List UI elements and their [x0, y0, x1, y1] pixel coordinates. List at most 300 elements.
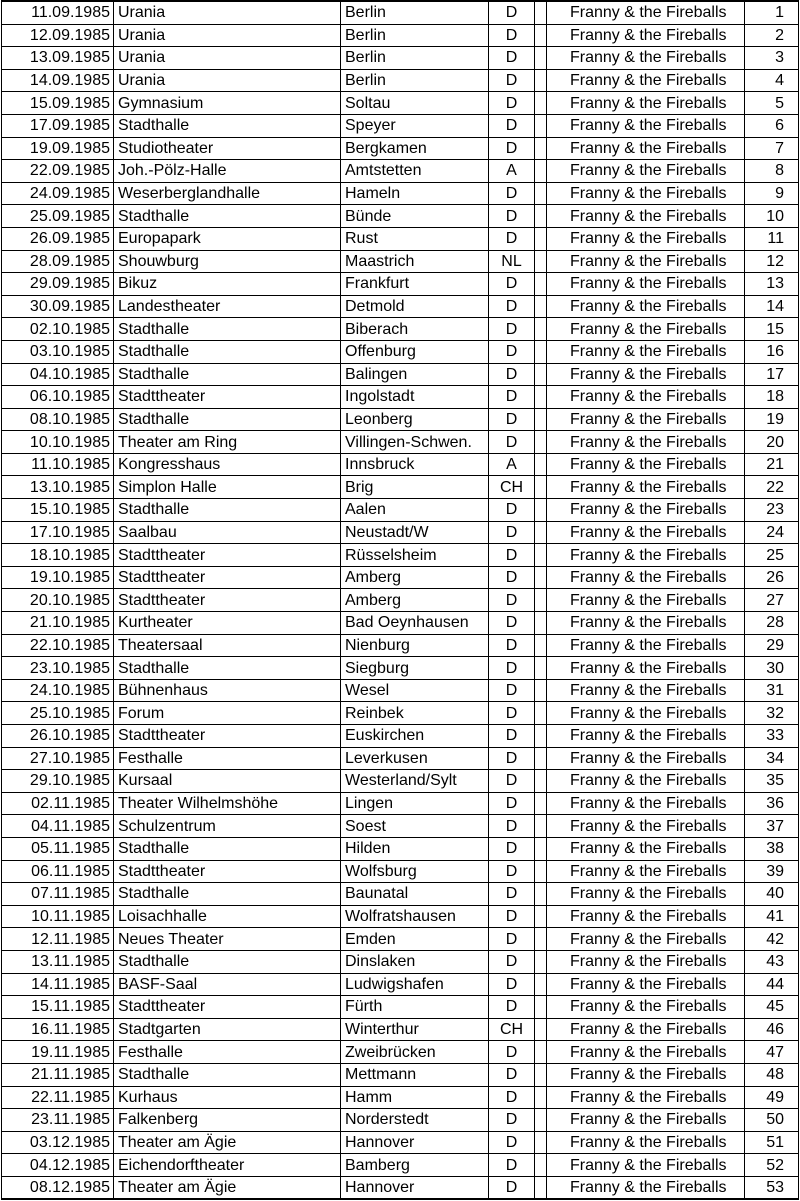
artist-cell: Franny & the Fireballs: [547, 837, 745, 860]
table-row: [2, 792, 799, 815]
city-cell: Rüsselsheim: [341, 544, 489, 567]
blank-cell: [535, 386, 547, 409]
city-cell: Emden: [341, 928, 489, 951]
table-row: [2, 1154, 799, 1177]
venue-cell: Stadttheater: [114, 860, 341, 883]
country-cell: D: [489, 770, 535, 793]
blank-cell: [535, 227, 547, 250]
number-cell: 45: [745, 996, 799, 1019]
blank-cell: [535, 182, 547, 205]
table-row: [2, 182, 799, 205]
city-cell: Neustadt/W: [341, 521, 489, 544]
date-cell: 29.09.1985: [2, 273, 114, 296]
venue-cell: Joh.-Pölz-Halle: [114, 160, 341, 183]
blank-cell: [535, 340, 547, 363]
table-row: [2, 137, 799, 160]
concert-rows: [2, 1, 799, 1199]
venue-cell: Forum: [114, 702, 341, 725]
table-row: [2, 702, 799, 725]
date-cell: 22.10.1985: [2, 634, 114, 657]
table-row: [2, 1018, 799, 1041]
artist-cell: Franny & the Fireballs: [547, 792, 745, 815]
date-cell: 13.10.1985: [2, 476, 114, 499]
blank-cell: [535, 837, 547, 860]
city-cell: Dinslaken: [341, 950, 489, 973]
city-cell: Bamberg: [341, 1154, 489, 1177]
venue-cell: Eichendorftheater: [114, 1154, 341, 1177]
country-cell: D: [489, 499, 535, 522]
country-cell: D: [489, 47, 535, 70]
artist-cell: Franny & the Fireballs: [547, 1109, 745, 1132]
date-cell: 08.10.1985: [2, 408, 114, 431]
artist-cell: Franny & the Fireballs: [547, 657, 745, 680]
number-cell: 42: [745, 928, 799, 951]
venue-cell: Stadthalle: [114, 950, 341, 973]
date-cell: 25.10.1985: [2, 702, 114, 725]
table-row: [2, 205, 799, 228]
venue-cell: Stadthalle: [114, 1063, 341, 1086]
city-cell: Berlin: [341, 1, 489, 24]
number-cell: 36: [745, 792, 799, 815]
blank-cell: [535, 318, 547, 341]
artist-cell: Franny & the Fireballs: [547, 137, 745, 160]
blank-cell: [535, 702, 547, 725]
city-cell: Leonberg: [341, 408, 489, 431]
date-cell: 10.10.1985: [2, 431, 114, 454]
table-row: [2, 883, 799, 906]
artist-cell: Franny & the Fireballs: [547, 340, 745, 363]
number-cell: 13: [745, 273, 799, 296]
city-cell: Euskirchen: [341, 725, 489, 748]
blank-cell: [535, 792, 547, 815]
table-row: [2, 1086, 799, 1109]
artist-cell: Franny & the Fireballs: [547, 702, 745, 725]
table-row: [2, 431, 799, 454]
blank-cell: [535, 589, 547, 612]
number-cell: 38: [745, 837, 799, 860]
artist-cell: Franny & the Fireballs: [547, 544, 745, 567]
artist-cell: Franny & the Fireballs: [547, 1041, 745, 1064]
number-cell: 34: [745, 747, 799, 770]
venue-cell: Kurhaus: [114, 1086, 341, 1109]
number-cell: 32: [745, 702, 799, 725]
blank-cell: [535, 679, 547, 702]
country-cell: D: [489, 747, 535, 770]
table-row: [2, 160, 799, 183]
blank-cell: [535, 996, 547, 1019]
number-cell: 20: [745, 431, 799, 454]
venue-cell: Stadthalle: [114, 205, 341, 228]
country-cell: D: [489, 905, 535, 928]
city-cell: Westerland/Sylt: [341, 770, 489, 793]
artist-cell: Franny & the Fireballs: [547, 747, 745, 770]
artist-cell: Franny & the Fireballs: [547, 634, 745, 657]
country-cell: D: [489, 363, 535, 386]
date-cell: 06.11.1985: [2, 860, 114, 883]
blank-cell: [535, 1063, 547, 1086]
venue-cell: Stadtgarten: [114, 1018, 341, 1041]
country-cell: D: [489, 544, 535, 567]
blank-cell: [535, 1041, 547, 1064]
city-cell: Nienburg: [341, 634, 489, 657]
blank-cell: [535, 815, 547, 838]
artist-cell: Franny & the Fireballs: [547, 612, 745, 635]
artist-cell: Franny & the Fireballs: [547, 928, 745, 951]
country-cell: D: [489, 792, 535, 815]
blank-cell: [535, 566, 547, 589]
city-cell: Mettmann: [341, 1063, 489, 1086]
date-cell: 20.10.1985: [2, 589, 114, 612]
venue-cell: Urania: [114, 69, 341, 92]
venue-cell: Stadthalle: [114, 363, 341, 386]
venue-cell: Kurtheater: [114, 612, 341, 635]
artist-cell: Franny & the Fireballs: [547, 273, 745, 296]
venue-cell: Simplon Halle: [114, 476, 341, 499]
table-row: [2, 996, 799, 1019]
number-cell: 7: [745, 137, 799, 160]
venue-cell: Bikuz: [114, 273, 341, 296]
country-cell: CH: [489, 1018, 535, 1041]
table-row: [2, 770, 799, 793]
date-cell: 19.11.1985: [2, 1041, 114, 1064]
blank-cell: [535, 1, 547, 24]
artist-cell: Franny & the Fireballs: [547, 1131, 745, 1154]
blank-cell: [535, 657, 547, 680]
blank-cell: [535, 431, 547, 454]
city-cell: Aalen: [341, 499, 489, 522]
table-row: [2, 1063, 799, 1086]
number-cell: 40: [745, 883, 799, 906]
number-cell: 53: [745, 1176, 799, 1199]
date-cell: 06.10.1985: [2, 386, 114, 409]
city-cell: Baunatal: [341, 883, 489, 906]
city-cell: Amberg: [341, 589, 489, 612]
number-cell: 44: [745, 973, 799, 996]
city-cell: Innsbruck: [341, 453, 489, 476]
venue-cell: Theater am Ägie: [114, 1176, 341, 1199]
city-cell: Hamm: [341, 1086, 489, 1109]
date-cell: 17.09.1985: [2, 114, 114, 137]
city-cell: Biberach: [341, 318, 489, 341]
number-cell: 48: [745, 1063, 799, 1086]
country-cell: D: [489, 295, 535, 318]
number-cell: 21: [745, 453, 799, 476]
blank-cell: [535, 295, 547, 318]
blank-cell: [535, 1018, 547, 1041]
city-cell: Balingen: [341, 363, 489, 386]
blank-cell: [535, 1176, 547, 1199]
country-cell: D: [489, 1063, 535, 1086]
venue-cell: Gymnasium: [114, 92, 341, 115]
country-cell: CH: [489, 476, 535, 499]
city-cell: Amtstetten: [341, 160, 489, 183]
city-cell: Hannover: [341, 1131, 489, 1154]
table-row: [2, 69, 799, 92]
venue-cell: Stadttheater: [114, 996, 341, 1019]
city-cell: Berlin: [341, 47, 489, 70]
date-cell: 04.10.1985: [2, 363, 114, 386]
country-cell: D: [489, 1, 535, 24]
number-cell: 2: [745, 24, 799, 47]
city-cell: Hilden: [341, 837, 489, 860]
date-cell: 29.10.1985: [2, 770, 114, 793]
blank-cell: [535, 114, 547, 137]
number-cell: 26: [745, 566, 799, 589]
city-cell: Brig: [341, 476, 489, 499]
city-cell: Berlin: [341, 69, 489, 92]
venue-cell: Stadthalle: [114, 657, 341, 680]
blank-cell: [535, 950, 547, 973]
number-cell: 24: [745, 521, 799, 544]
number-cell: 19: [745, 408, 799, 431]
blank-cell: [535, 928, 547, 951]
city-cell: Zweibrücken: [341, 1041, 489, 1064]
date-cell: 19.10.1985: [2, 566, 114, 589]
table-row: [2, 837, 799, 860]
venue-cell: Schulzentrum: [114, 815, 341, 838]
date-cell: 23.10.1985: [2, 657, 114, 680]
date-cell: 21.11.1985: [2, 1063, 114, 1086]
date-cell: 10.11.1985: [2, 905, 114, 928]
artist-cell: Franny & the Fireballs: [547, 431, 745, 454]
venue-cell: Bühnenhaus: [114, 679, 341, 702]
table-row: [2, 386, 799, 409]
table-row: [2, 566, 799, 589]
number-cell: 1: [745, 1, 799, 24]
city-cell: Bünde: [341, 205, 489, 228]
city-cell: Frankfurt: [341, 273, 489, 296]
country-cell: D: [489, 318, 535, 341]
date-cell: 07.11.1985: [2, 883, 114, 906]
country-cell: D: [489, 92, 535, 115]
number-cell: 11: [745, 227, 799, 250]
country-cell: D: [489, 1154, 535, 1177]
city-cell: Ludwigshafen: [341, 973, 489, 996]
date-cell: 12.11.1985: [2, 928, 114, 951]
country-cell: A: [489, 160, 535, 183]
country-cell: D: [489, 1131, 535, 1154]
blank-cell: [535, 408, 547, 431]
country-cell: D: [489, 69, 535, 92]
country-cell: D: [489, 702, 535, 725]
city-cell: Detmold: [341, 295, 489, 318]
table-row: [2, 973, 799, 996]
country-cell: D: [489, 589, 535, 612]
blank-cell: [535, 1086, 547, 1109]
artist-cell: Franny & the Fireballs: [547, 408, 745, 431]
date-cell: 03.10.1985: [2, 340, 114, 363]
city-cell: Berlin: [341, 24, 489, 47]
table-row: [2, 363, 799, 386]
artist-cell: Franny & the Fireballs: [547, 24, 745, 47]
number-cell: 9: [745, 182, 799, 205]
blank-cell: [535, 905, 547, 928]
city-cell: Leverkusen: [341, 747, 489, 770]
venue-cell: Theater am Ring: [114, 431, 341, 454]
date-cell: 26.10.1985: [2, 725, 114, 748]
blank-cell: [535, 973, 547, 996]
table-row: [2, 657, 799, 680]
number-cell: 49: [745, 1086, 799, 1109]
number-cell: 30: [745, 657, 799, 680]
date-cell: 19.09.1985: [2, 137, 114, 160]
blank-cell: [535, 47, 547, 70]
country-cell: D: [489, 657, 535, 680]
city-cell: Soest: [341, 815, 489, 838]
venue-cell: Neues Theater: [114, 928, 341, 951]
artist-cell: Franny & the Fireballs: [547, 973, 745, 996]
country-cell: D: [489, 521, 535, 544]
number-cell: 17: [745, 363, 799, 386]
artist-cell: Franny & the Fireballs: [547, 566, 745, 589]
venue-cell: BASF-Saal: [114, 973, 341, 996]
number-cell: 12: [745, 250, 799, 273]
blank-cell: [535, 612, 547, 635]
number-cell: 52: [745, 1154, 799, 1177]
country-cell: D: [489, 273, 535, 296]
country-cell: D: [489, 679, 535, 702]
country-cell: D: [489, 431, 535, 454]
date-cell: 24.09.1985: [2, 182, 114, 205]
venue-cell: Stadttheater: [114, 725, 341, 748]
city-cell: Lingen: [341, 792, 489, 815]
venue-cell: Theatersaal: [114, 634, 341, 657]
country-cell: D: [489, 1086, 535, 1109]
artist-cell: Franny & the Fireballs: [547, 69, 745, 92]
number-cell: 41: [745, 905, 799, 928]
venue-cell: Theater Wilhelmshöhe: [114, 792, 341, 815]
table-row: [2, 679, 799, 702]
number-cell: 35: [745, 770, 799, 793]
venue-cell: Stadthalle: [114, 408, 341, 431]
blank-cell: [535, 1131, 547, 1154]
blank-cell: [535, 160, 547, 183]
blank-cell: [535, 634, 547, 657]
date-cell: 11.10.1985: [2, 453, 114, 476]
venue-cell: Loisachhalle: [114, 905, 341, 928]
table-row: [2, 1131, 799, 1154]
date-cell: 27.10.1985: [2, 747, 114, 770]
country-cell: D: [489, 227, 535, 250]
table-row: [2, 499, 799, 522]
table-row: [2, 476, 799, 499]
venue-cell: Studiotheater: [114, 137, 341, 160]
date-cell: 13.11.1985: [2, 950, 114, 973]
artist-cell: Franny & the Fireballs: [547, 386, 745, 409]
blank-cell: [535, 92, 547, 115]
country-cell: D: [489, 1041, 535, 1064]
number-cell: 31: [745, 679, 799, 702]
city-cell: Hameln: [341, 182, 489, 205]
venue-cell: Festhalle: [114, 1041, 341, 1064]
country-cell: D: [489, 114, 535, 137]
artist-cell: Franny & the Fireballs: [547, 499, 745, 522]
venue-cell: Shouwburg: [114, 250, 341, 273]
city-cell: Soltau: [341, 92, 489, 115]
artist-cell: Franny & the Fireballs: [547, 227, 745, 250]
table-row: [2, 92, 799, 115]
date-cell: 15.11.1985: [2, 996, 114, 1019]
blank-cell: [535, 747, 547, 770]
artist-cell: Franny & the Fireballs: [547, 92, 745, 115]
date-cell: 05.11.1985: [2, 837, 114, 860]
blank-cell: [535, 273, 547, 296]
artist-cell: Franny & the Fireballs: [547, 453, 745, 476]
artist-cell: Franny & the Fireballs: [547, 250, 745, 273]
country-cell: D: [489, 566, 535, 589]
table-row: [2, 1109, 799, 1132]
venue-cell: Stadttheater: [114, 386, 341, 409]
country-cell: D: [489, 24, 535, 47]
blank-cell: [535, 363, 547, 386]
number-cell: 33: [745, 725, 799, 748]
table-row: [2, 1, 799, 24]
city-cell: Maastrich: [341, 250, 489, 273]
artist-cell: Franny & the Fireballs: [547, 205, 745, 228]
venue-cell: Stadttheater: [114, 566, 341, 589]
table-row: [2, 47, 799, 70]
venue-cell: Urania: [114, 47, 341, 70]
number-cell: 6: [745, 114, 799, 137]
country-cell: D: [489, 612, 535, 635]
table-row: [2, 114, 799, 137]
venue-cell: Saalbau: [114, 521, 341, 544]
venue-cell: Theater am Ägie: [114, 1131, 341, 1154]
city-cell: Winterthur: [341, 1018, 489, 1041]
table-row: [2, 612, 799, 635]
city-cell: Ingolstadt: [341, 386, 489, 409]
artist-cell: Franny & the Fireballs: [547, 725, 745, 748]
table-row: [2, 318, 799, 341]
date-cell: 17.10.1985: [2, 521, 114, 544]
table-row: [2, 250, 799, 273]
number-cell: 14: [745, 295, 799, 318]
city-cell: Speyer: [341, 114, 489, 137]
venue-cell: Urania: [114, 24, 341, 47]
artist-cell: Franny & the Fireballs: [547, 318, 745, 341]
number-cell: 22: [745, 476, 799, 499]
number-cell: 4: [745, 69, 799, 92]
venue-cell: Falkenberg: [114, 1109, 341, 1132]
country-cell: NL: [489, 250, 535, 273]
country-cell: D: [489, 634, 535, 657]
artist-cell: Franny & the Fireballs: [547, 815, 745, 838]
city-cell: Wesel: [341, 679, 489, 702]
artist-cell: Franny & the Fireballs: [547, 1176, 745, 1199]
country-cell: D: [489, 860, 535, 883]
date-cell: 14.09.1985: [2, 69, 114, 92]
city-cell: Bergkamen: [341, 137, 489, 160]
blank-cell: [535, 883, 547, 906]
date-cell: 08.12.1985: [2, 1176, 114, 1199]
venue-cell: Stadttheater: [114, 589, 341, 612]
blank-cell: [535, 544, 547, 567]
city-cell: Wolfratshausen: [341, 905, 489, 928]
date-cell: 25.09.1985: [2, 205, 114, 228]
venue-cell: Kursaal: [114, 770, 341, 793]
country-cell: D: [489, 1109, 535, 1132]
table-row: [2, 747, 799, 770]
blank-cell: [535, 69, 547, 92]
blank-cell: [535, 860, 547, 883]
table-row: [2, 295, 799, 318]
table-row: [2, 1041, 799, 1064]
date-cell: 28.09.1985: [2, 250, 114, 273]
date-cell: 13.09.1985: [2, 47, 114, 70]
blank-cell: [535, 1154, 547, 1177]
date-cell: 24.10.1985: [2, 679, 114, 702]
number-cell: 5: [745, 92, 799, 115]
